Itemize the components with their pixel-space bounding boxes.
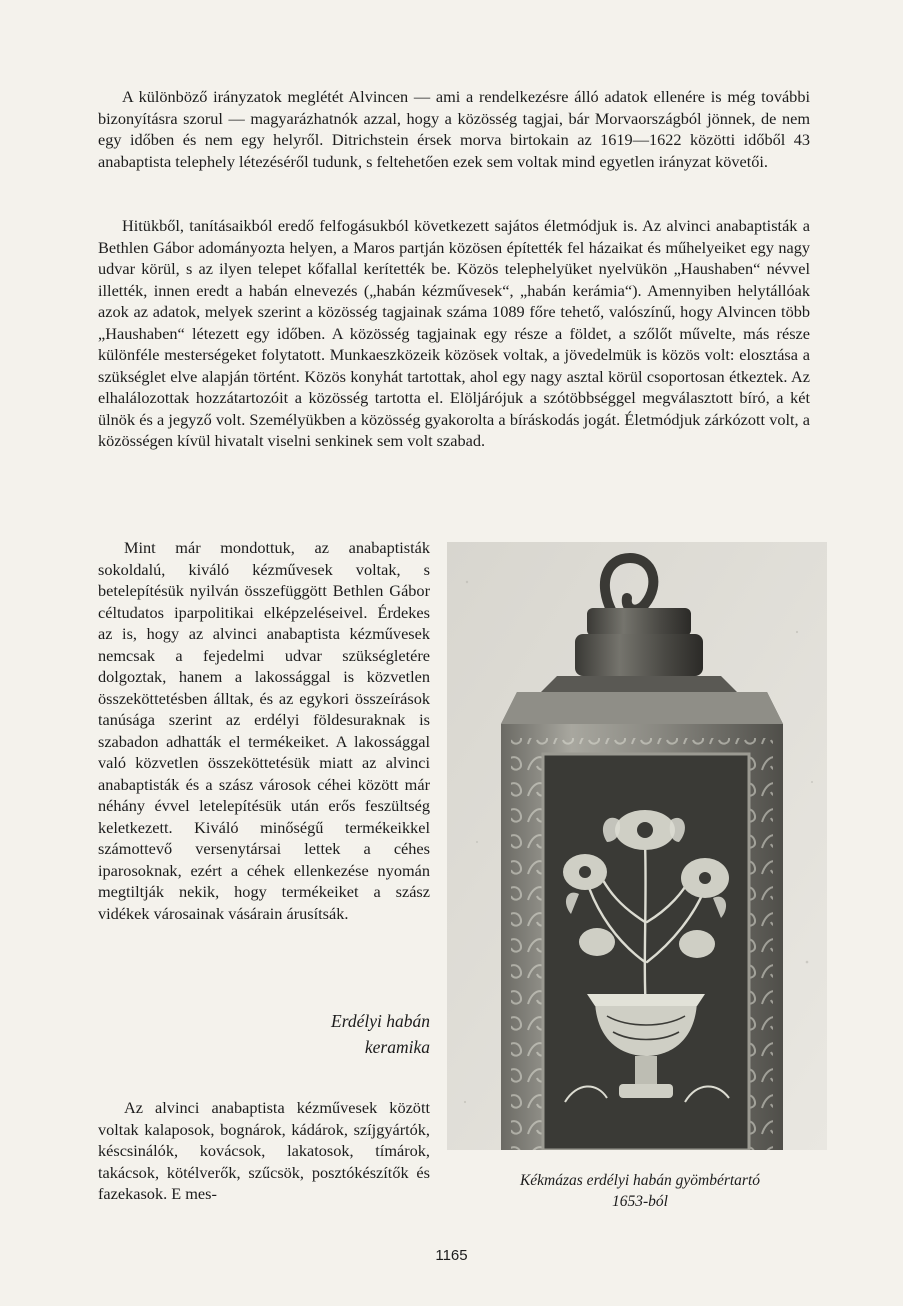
figure-caption-line-1: Kékmázas erdélyi habán gyömbértartó (519, 1172, 761, 1189)
section-heading-line-2: keramika (364, 1037, 430, 1057)
ginger-jar-photo (447, 542, 827, 1150)
paragraph-3: Mint már mondottuk, az anabaptisták sokoldalú, kiváló kézművesek voltak, s betelepítésük nyilván összefüggött Bethlen Gábor céltudatos iparpolitikai elképzeléseivel. Érdekes az is, hogy az alvinci anabaptista kézművesek nemcsak a fejedelmi udvar szükségletére dolgoztak, hanem a lakossággal is közvetlen összeköttetésben álltak, és az egykori összeírások tanúsága szerint az erdélyi földesuraknak is szabadon adhatták el termékeiket. A lakossággal való közvetlen összeköttetésük miatt az alvinci anabaptisták és a szász városok céhei között már néhány évvel letelepítésük után erős feszültség keletkezett. Kiváló minőségű termékeikkel számottevő versenytársai lettek a céhes iparosoknak, ezért a céhek ellenkezése nyomán megtiltják nekik, hogy termékeiket a szász vidékek városainak vásárain árusítsák. (98, 538, 430, 923)
page-number: 1165 (435, 1247, 468, 1264)
paragraph-1: A különböző irányzatok meglétét Alvincen — ami a rendelkezésre álló adatok ellenére is még további bizonyításra szorul — magyarázhatnók azzal, hogy a közösség tagjai, bár Morvaországból jönnek, de nem egy időben és nem egy helyről. Ditrichstein érsek morva birtokain az 1619—1622 közötti időből 43 anabaptista telephely létezéséről tudunk, s feltehetően ezek sem voltak mind egyetlen irányzat követői. (98, 87, 810, 171)
paragraph-4: Az alvinci anabaptista kézművesek között voltak kalaposok, bognárok, kádárok, szíjgyártók, késcsinálók, kovácsok, lakatosok, tímárok, takácsok, kötélverők, szűcsök, posztókészítők és fazekasok. E mes- (98, 1098, 430, 1203)
figure-caption-line-2: 1653-ból (612, 1193, 668, 1210)
figure-caption (440, 1170, 840, 1212)
section-heading (240, 1008, 430, 1060)
paragraph-2: Hitükből, tanításaikból eredő felfogásukból következett sajátos életmódjuk is. Az alvinci anabaptisták a Bethlen Gábor adományozta helyen, a Maros partján közösen építették fel házaikat és műhelyeiket egy nagy udvar körül, s az ilyen telepet kőfallal kerítették be. Közös telephelyüket nyelvükön „Haushaben“ névvel illették, innen eredt a habán elnevezés („habán kézművesek“, „habán kerámia“). Amennyiben helytállóak azok az adatok, melyek szerint a közösség tagjainak száma 1089 főre tehető, valószínű, hogy Alvincen több „Haushaben“ létezett egy időben. A közösség tagjainak egy része a földet, a szőlőt művelte, más része különféle mesterségeket folytatott. Munkaeszközeik közösek voltak, a jövedelmük is közös volt: elosztása a szükséglet elve alapján történt. Közös konyhát tartottak, ahol egy nagy asztal körül csoportosan étkeztek. Az elhalálozottak hozzátartozóit a közösség tartotta el. Elöljárójuk a szótöbbséggel megválasztott bíró, a két ülnök és a jegyző volt. Személyükben a közösség gyakorolta a bíráskodás jogát. Életmódjuk zárkózott volt, a közösségen kívül hivatalt viselni senkinek sem volt szabad. (98, 216, 810, 450)
section-heading-line-1: Erdélyi habán (331, 1011, 430, 1031)
